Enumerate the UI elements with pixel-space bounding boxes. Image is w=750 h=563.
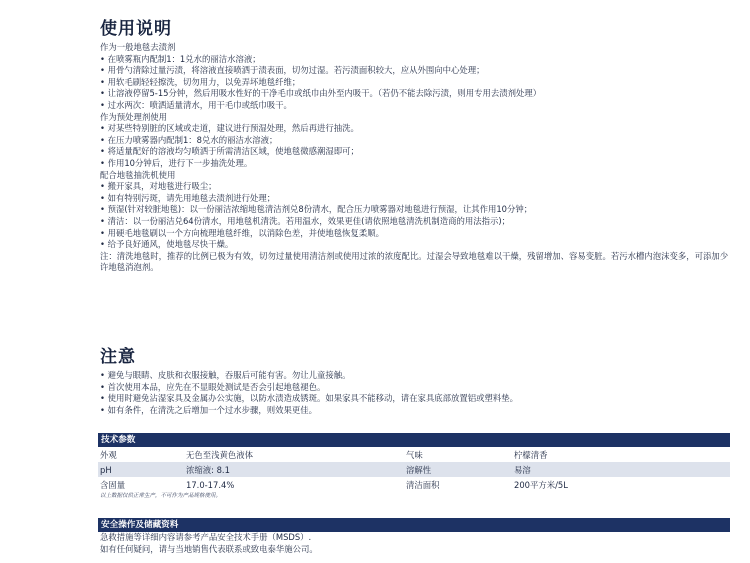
notice-section (100, 346, 730, 416)
safety-section (98, 518, 730, 555)
usage-line: • 用骨勺清除过量污渍，将溶液直接喷洒于渍表面，切勿过湿。若污渍面积较大，应从外围向中心处理； (100, 65, 485, 76)
usage-line: 配合地毯抽洗机使用 (100, 169, 176, 180)
safety-line: 如有任何疑问，请与当地销售代表联系或致电泰华施公司。 (100, 543, 318, 554)
tech-value: 200平方米/5L (514, 479, 568, 490)
tech-row (98, 477, 730, 492)
usage-title: 使用说明 (100, 19, 172, 39)
safety-line: 急救措施等详细内容请参考产品安全技术手册（MSDS）. (100, 532, 312, 542)
usage-line: 作为预处理剂使用 (100, 111, 167, 122)
safety-lines (98, 532, 730, 555)
notice-title: 注意 (100, 347, 136, 367)
usage-line: • 作用10分钟后，进行下一步抽洗处理。 (100, 157, 253, 168)
usage-line: • 过水两次：喷洒适量清水，用干毛巾或纸巾吸干。 (100, 99, 292, 110)
usage-line: • 让溶液停留5-15分钟，然后用吸水性好的干净毛巾或纸巾由外至内吸干。（若仍不能去除污渍，则用专用去渍剂处理） (100, 88, 542, 99)
usage-line: • 给予良好通风，使地毯尽快干燥。 (100, 239, 234, 250)
usage-line: 注：清洗地毯时，推荐的比例已极为有效，切勿过量使用清洁剂或使用过浓的浓度配比。过湿会导致地毯难以干燥，残留增加、容易变脏。若污水槽内泡沫变多，可添加少许地毯消泡剂。 (100, 250, 729, 273)
usage-line: • 在压力喷雾器内配制1：8兑水的丽洁水溶液； (100, 134, 278, 145)
tech-value: 易溶 (512, 462, 730, 477)
usage-section (100, 18, 730, 274)
usage-line: • 在喷雾瓶内配制1：1兑水的丽洁水溶液； (100, 53, 261, 64)
tech-row (98, 462, 730, 477)
notice-line: • 如有条件，在清洗之后增加一个过水步骤，则效果更佳。 (100, 404, 317, 415)
tech-value: 浓缩液: 8.1 (184, 462, 404, 477)
notice-lines (100, 370, 730, 416)
usage-line: • 用软毛刷轻轻擦洗，切勿用力，以免弄坏地毯纤维； (100, 76, 301, 87)
safety-title-bar: 安全操作及储藏资料 (98, 518, 730, 532)
tech-label: 外观 (100, 449, 117, 460)
tech-table (98, 447, 730, 492)
tech-row (98, 447, 730, 462)
usage-line: • 清洁：以一份丽洁兑64份清水，用地毯机清洗。若用温水，效果更佳(请依照地毯清洗机制造商的用法指示)； (100, 215, 511, 226)
tech-section (98, 433, 730, 501)
tech-label: 溶解性 (404, 462, 512, 477)
tech-label: 含固量 (100, 479, 126, 490)
usage-line: • 搬开家具，对地毯进行吸尘； (100, 181, 217, 192)
usage-line: • 将适量配好的溶液均匀喷洒于所需清洁区域，使地毯微感潮湿即可； (100, 146, 359, 157)
usage-lines (100, 42, 730, 274)
notice-line: • 避免与眼睛、皮肤和衣服接触，吞服后可能有害。勿让儿童接触。 (100, 370, 351, 380)
notice-line: • 使用时避免沾湿家具及金属办公实施，以防水渍造成锈斑。如果家具不能移动，请在家具底部放置铝或塑料垫。 (100, 393, 518, 404)
tech-value: 17.0-17.4% (186, 479, 235, 490)
usage-line: 作为一般地毯去渍剂 (100, 42, 176, 52)
tech-label: 气味 (406, 449, 423, 460)
tech-label: 清洁面积 (406, 479, 440, 490)
tech-value: 无色至浅黄色液体 (186, 449, 253, 460)
tech-title-bar: 技术参数 (98, 433, 730, 447)
usage-line: • 预湿(针对较脏地毯)：以一份丽洁浓缩地毯清洁剂兑8份清水，配合压力喷雾器对地毯进行预湿，让其作用10分钟； (100, 204, 533, 215)
notice-line: • 首次使用本品，应先在不显眼处测试是否会引起地毯褪色。 (100, 381, 326, 392)
tech-value: 柠檬清香 (514, 449, 548, 460)
usage-line: • 如有特别污斑，请先用地毯去渍剂进行处理； (100, 192, 276, 203)
tech-footnote: 以上数据仅供正常生产，不可作为产品规格使用。 (100, 493, 222, 499)
usage-line: • 用硬毛地毯刷以一个方向梳理地毯纤维，以消除色差，并使地毯恢复柔顺。 (100, 227, 384, 238)
usage-line: • 对某些特别脏的区域或走道，建议进行预湿处理，然后再进行抽洗。 (100, 123, 359, 134)
tech-label: pH (98, 462, 184, 477)
